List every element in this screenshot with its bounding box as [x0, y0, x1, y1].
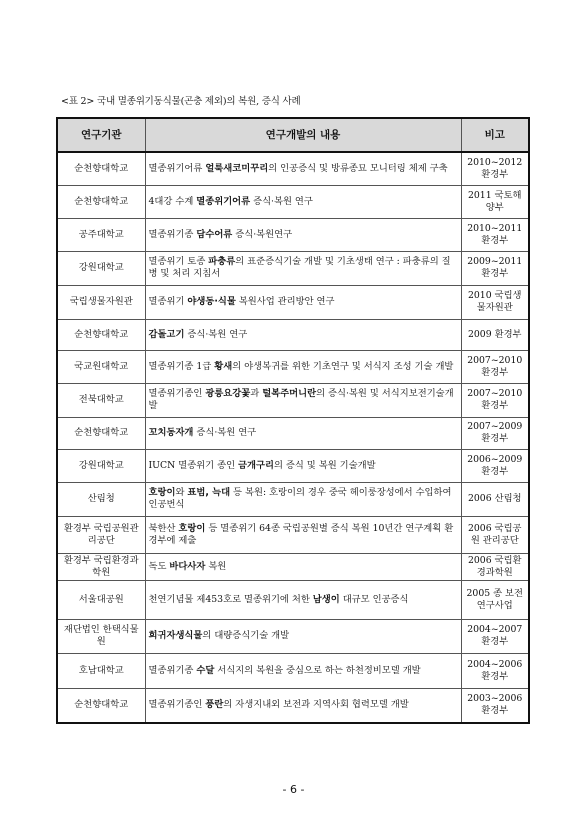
- highlight-species: 얼룩새코미꾸리: [205, 162, 269, 174]
- table-row: [57, 383, 529, 417]
- content-cell: [145, 516, 461, 553]
- note-cell: 2009~2011 환경부: [461, 251, 529, 285]
- institution-cell: 서울대공원: [57, 580, 145, 619]
- highlight-species: 남생이: [312, 593, 340, 605]
- note-cell: 2010 국립생물자원관: [461, 285, 529, 319]
- content-text: 북한산: [148, 522, 179, 534]
- institution-cell: 재단법인 한택식물원: [57, 619, 145, 653]
- content-text: 증식·복원 연구: [193, 427, 257, 438]
- content-text: 멸종위기종인: [148, 699, 206, 711]
- highlight-species: 수달: [196, 664, 215, 676]
- note-cell: 2010~2011 환경부: [461, 218, 529, 251]
- institution-cell: 국립생물자원관: [57, 285, 145, 319]
- content-text: 멸종위기어류: [148, 162, 206, 174]
- note-cell: 2003~2006 환경부: [461, 688, 529, 723]
- content-text: 서식지의 복원을 중심으로 하는 하천정비모델 개발: [214, 664, 421, 676]
- note-cell: 2005 종 보전 연구사업: [461, 580, 529, 619]
- institution-cell: 환경부 국립환경과학원: [57, 553, 145, 580]
- institution-cell: 국교원대학교: [57, 350, 145, 383]
- highlight-species: 꼬치동자개: [148, 427, 194, 438]
- content-text: IUCN 멸종위기 종인: [148, 459, 239, 471]
- content-cell: [145, 619, 461, 653]
- content-text: 와: [175, 487, 188, 498]
- content-cell: [145, 553, 461, 580]
- content-cell: [145, 218, 461, 251]
- institution-cell: 순천향대학교: [57, 688, 145, 723]
- content-text: 독도: [148, 560, 170, 572]
- highlight-species: 풍란: [205, 699, 224, 711]
- note-cell: 2010~2012 환경부: [461, 152, 529, 185]
- table-row: [57, 285, 529, 319]
- highlight-species: 바다사자: [169, 560, 206, 572]
- content-text: 멸종위기종 1급: [148, 360, 215, 372]
- content-cell: [145, 383, 461, 417]
- highlight-species: 광릉요강꽃: [205, 388, 251, 399]
- content-cell: [145, 285, 461, 319]
- table-row: [57, 417, 529, 449]
- table-row: [57, 152, 529, 185]
- table-row: [57, 218, 529, 251]
- table-row: [57, 688, 529, 723]
- content-text: 의 자생지내외 보전과 지역사회 협력모델 개발: [223, 699, 409, 711]
- highlight-species: 호랑이: [178, 522, 206, 534]
- content-cell: [145, 688, 461, 723]
- content-text: 과: [250, 388, 263, 399]
- institution-cell: 강원대학교: [57, 449, 145, 482]
- header-institution: 연구기관: [57, 118, 145, 152]
- content-text: 등 복원: 호랑이의 경우 중국 헤이룽장성에서 수입하여 인공번식: [148, 487, 452, 510]
- content-cell: [145, 482, 461, 516]
- highlight-species: 희귀자생식물: [148, 630, 203, 641]
- content-cell: [145, 449, 461, 482]
- highlight-species: 담수어류: [196, 228, 233, 240]
- highlight-species: 금개구리: [238, 459, 274, 471]
- institution-cell: 산림청: [57, 482, 145, 516]
- content-text: 멸종위기종: [148, 664, 197, 676]
- table-row: [57, 319, 529, 350]
- content-cell: [145, 653, 461, 688]
- page-number: - 6 -: [282, 783, 305, 796]
- content-text: 4대강 수계: [148, 195, 197, 207]
- content-text: 멸종위기 토종: [148, 256, 209, 267]
- restoration-cases-table: [56, 117, 530, 724]
- table-row: [57, 553, 529, 580]
- content-cell: [145, 417, 461, 449]
- institution-cell: 순천향대학교: [57, 152, 145, 185]
- table-row: [57, 350, 529, 383]
- note-cell: 2007~2010 환경부: [461, 383, 529, 417]
- content-text: 의 야생복귀를 위한 기초연구 및 서식지 조성 기술 개발: [232, 360, 454, 372]
- content-text: 멸종위기종: [148, 228, 197, 240]
- highlight-species: 멸종위기어류: [196, 195, 251, 207]
- highlight-species: 야생동·식물: [187, 296, 236, 307]
- content-cell: [145, 185, 461, 218]
- highlight-species: 황새: [214, 360, 233, 372]
- content-text: 의 대량증식기술 개발: [202, 630, 290, 641]
- table-row: [57, 449, 529, 482]
- content-text: 복원: [205, 560, 227, 572]
- table-row: [57, 251, 529, 285]
- highlight-species: 호랑이: [148, 487, 176, 498]
- institution-cell: 순천향대학교: [57, 185, 145, 218]
- institution-cell: 환경부 국립공원관리공단: [57, 516, 145, 553]
- header-content: 연구개발의 내용: [145, 118, 461, 152]
- table-row: [57, 580, 529, 619]
- header-note: 비고: [461, 118, 529, 152]
- highlight-species: 파충류: [208, 256, 236, 267]
- table-row: [57, 516, 529, 553]
- institution-cell: 순천향대학교: [57, 319, 145, 350]
- highlight-species: 표범, 늑대: [187, 487, 231, 498]
- content-text: 멸종위기종인: [148, 388, 206, 399]
- table-header-row: [57, 118, 529, 152]
- institution-cell: 전북대학교: [57, 383, 145, 417]
- content-text: 멸종위기: [148, 296, 188, 307]
- content-cell: [145, 152, 461, 185]
- content-text: 의 표준증식기술 개발 및 기초생태 연구 : 파충류의 질병 및 처리 지침서: [148, 256, 451, 279]
- content-cell: [145, 350, 461, 383]
- content-text: 증식·복원 연구: [250, 195, 313, 207]
- institution-cell: 강원대학교: [57, 251, 145, 285]
- table-row: [57, 619, 529, 653]
- content-cell: [145, 251, 461, 285]
- content-cell: [145, 580, 461, 619]
- institution-cell: 공주대학교: [57, 218, 145, 251]
- note-cell: 2006 산림청: [461, 482, 529, 516]
- content-text: 천연기념물 제453호로 멸종위기에 처한: [148, 593, 313, 605]
- note-cell: 2006 국립공원 관리공단: [461, 516, 529, 553]
- content-cell: [145, 319, 461, 350]
- table-row: [57, 482, 529, 516]
- content-text: 의 증식·복원 및 서식지보전기술개발: [148, 388, 454, 411]
- content-text: 등 멸종위기 64종 국립공원별 증식 복원 10년간 연구계획 환경부에 제출: [148, 522, 454, 546]
- highlight-species: 감돌고기: [148, 328, 185, 340]
- content-text: 의 인공증식 및 방류종묘 모니터링 체제 구축: [268, 162, 448, 174]
- note-cell: 2007~2010 환경부: [461, 350, 529, 383]
- content-text: 의 증식 및 복원 기술개발: [273, 459, 376, 471]
- note-cell: 2007~2009 환경부: [461, 417, 529, 449]
- note-cell: 2004~2006 환경부: [461, 653, 529, 688]
- content-text: 증식·복원연구: [232, 228, 293, 240]
- note-cell: 2004~2007 환경부: [461, 619, 529, 653]
- content-text: 증식·복원 연구: [184, 328, 248, 340]
- highlight-species: 털복주머니란: [262, 388, 317, 399]
- note-cell: 2011 국토해양부: [461, 185, 529, 218]
- content-text: 복원사업 관리방안 연구: [235, 296, 335, 307]
- table-row: [57, 185, 529, 218]
- note-cell: 2006~2009 환경부: [461, 449, 529, 482]
- note-cell: 2006 국립환경과학원: [461, 553, 529, 580]
- table-row: [57, 653, 529, 688]
- institution-cell: 호남대학교: [57, 653, 145, 688]
- content-text: 대규모 인공증식: [339, 593, 409, 605]
- table-caption: <표 2> 국내 멸종위기동식물(곤충 제외)의 복원, 증식 사례: [61, 96, 301, 107]
- note-cell: 2009 환경부: [461, 319, 529, 350]
- institution-cell: 순천향대학교: [57, 417, 145, 449]
